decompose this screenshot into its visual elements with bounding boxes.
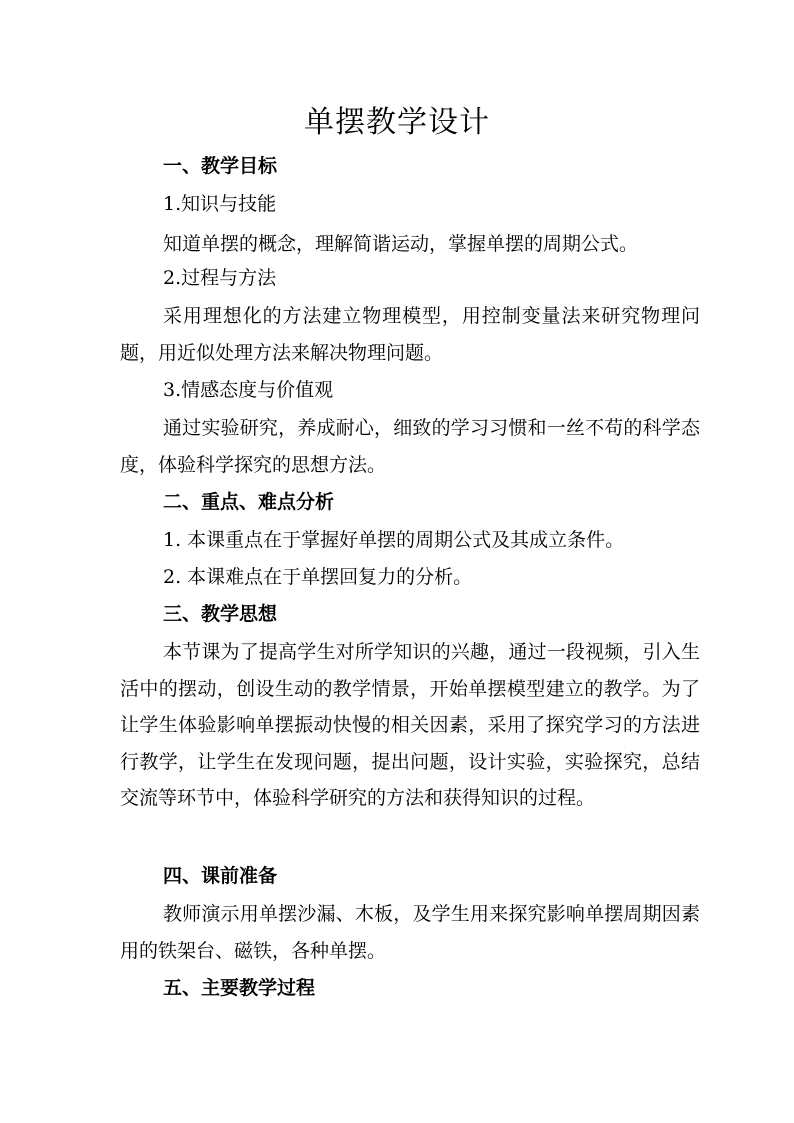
section-heading-teaching-ideas: 三、教学思想 <box>163 603 278 625</box>
section-heading-main-process: 五、主要教学过程 <box>163 977 316 999</box>
section-heading-preparation: 四、课前准备 <box>163 865 278 887</box>
subheading-process-methods: 2.过程与方法 <box>163 267 277 289</box>
paragraph-attitude-values: 通过实验研究，养成耐心，细致的学习习惯和一丝不苟的科学态度，体验科学探究的思想方法。 <box>120 417 700 476</box>
paragraph-teaching-ideas: 本节课为了提高学生对所学知识的兴趣，通过一段视频，引入生活中的摆动，创设生动的教学情景，开始单摆模型建立的教学。为了让学生体验影响单摆振动快慢的相关因素，采用了探究学习的方法进行教学，让学生在发现问题，提出问题，设计实验，实验探究，总结交流等环节中，体验科学研究的方法和获得知识的过程。 <box>120 641 700 810</box>
section-heading-objectives: 一、教学目标 <box>163 155 278 177</box>
subheading-knowledge-skills: 1.知识与技能 <box>163 193 277 215</box>
section-heading-key-points: 二、重点、难点分析 <box>163 491 335 513</box>
paragraph-process-methods: 采用理想化的方法建立物理模型，用控制变量法来研究物理问题，用近似处理方法来解决物理问题。 <box>120 305 700 364</box>
document-title: 单摆教学设计 <box>304 105 490 140</box>
key-point-item-1: 1. 本课重点在于掌握好单摆的周期公式及其成立条件。 <box>163 529 625 551</box>
paragraph-knowledge-skills: 知道单摆的概念，理解简谐运动，掌握单摆的周期公式。 <box>163 233 639 255</box>
paragraph-preparation: 教师演示用单摆沙漏、木板，及学生用来探究影响单摆周期因素用的铁架台、磁铁，各种单摆。 <box>120 903 700 962</box>
subheading-attitude-values: 3.情感态度与价值观 <box>163 379 334 401</box>
key-point-item-2: 2. 本课难点在于单摆回复力的分析。 <box>163 566 473 588</box>
